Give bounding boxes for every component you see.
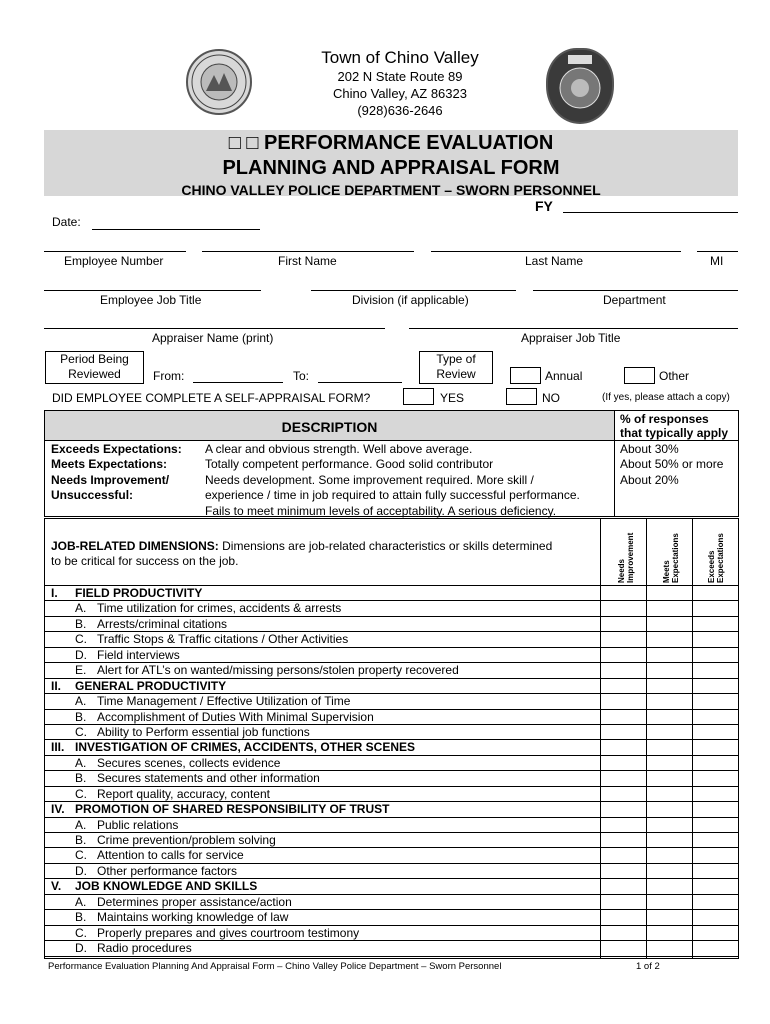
dimension-item-row	[45, 833, 738, 848]
meets-expectations-cell[interactable]	[647, 802, 692, 816]
dimension-text: Time Management / Effective Utilization of Time	[97, 694, 351, 709]
needs-improvement-cell[interactable]	[601, 787, 646, 801]
police-badge-logo	[546, 48, 614, 124]
dimension-item-row	[45, 663, 738, 678]
dimension-item-row	[45, 771, 738, 786]
employee-number-label: Employee Number	[64, 254, 164, 268]
needs-improvement-cell[interactable]	[601, 586, 646, 600]
job-title-label: Employee Job Title	[100, 293, 202, 307]
dimension-item-row	[45, 941, 738, 956]
dimension-item-row	[45, 725, 738, 740]
meets-expectations-cell[interactable]	[647, 926, 692, 940]
needs-improvement-cell[interactable]	[601, 941, 646, 955]
needs-improvement-cell[interactable]	[601, 694, 646, 708]
dimension-item-row	[45, 895, 738, 910]
type-label-line-1: Type of	[436, 352, 476, 366]
description-pct: About 30%	[620, 442, 679, 456]
first-name-field[interactable]	[202, 251, 414, 252]
dimensions-table	[44, 518, 739, 959]
no-label: NO	[542, 391, 560, 405]
description-table	[44, 410, 739, 517]
dimension-section-row	[45, 679, 738, 694]
dimension-number: C.	[75, 632, 87, 647]
checkbox-glyphs: □ □	[228, 132, 259, 154]
needs-improvement-cell[interactable]	[601, 617, 646, 631]
yes-checkbox[interactable]	[403, 388, 434, 405]
dimensions-intro-text-2: to be critical for success on the job.	[51, 554, 239, 568]
meets-expectations-cell[interactable]	[647, 833, 692, 847]
address-line-2: Chino Valley, AZ 86323	[333, 86, 467, 101]
dimension-number: D.	[75, 863, 87, 878]
dimension-text: Public relations	[97, 817, 179, 832]
exceeds-expectations-cell[interactable]	[693, 787, 738, 801]
dimension-item-row	[45, 617, 738, 632]
description-text: A clear and obvious strength. Well above average.	[205, 442, 473, 456]
town-seal-logo	[186, 49, 252, 115]
needs-improvement-cell[interactable]	[601, 895, 646, 909]
date-label: Date:	[52, 215, 81, 229]
needs-improvement-cell[interactable]	[601, 679, 646, 693]
period-label-box	[45, 351, 144, 384]
dimension-number: C.	[75, 848, 87, 863]
exceeds-expectations-cell[interactable]	[693, 586, 738, 600]
dimension-text: Secures statements and other information	[97, 771, 320, 786]
meets-expectations-cell[interactable]	[647, 632, 692, 646]
dimension-number: D.	[75, 647, 87, 662]
dimension-text: Secures scenes, collects evidence	[97, 755, 281, 770]
department-label: Department	[603, 293, 666, 307]
dimension-item-row	[45, 848, 738, 863]
exceeds-expectations-cell[interactable]	[693, 740, 738, 754]
dimension-number: I.	[51, 586, 58, 600]
exceeds-expectations-cell[interactable]	[693, 617, 738, 631]
exceeds-expectations-cell[interactable]	[693, 648, 738, 662]
exceeds-expectations-cell[interactable]	[693, 771, 738, 785]
description-text: Totally competent performance. Good solid contributor	[205, 457, 494, 472]
meets-expectations-cell[interactable]	[647, 787, 692, 801]
exceeds-expectations-cell[interactable]	[693, 895, 738, 909]
needs-improvement-cell[interactable]	[601, 710, 646, 724]
last-name-field[interactable]	[431, 251, 681, 252]
exceeds-expectations-cell[interactable]	[693, 926, 738, 940]
no-checkbox[interactable]	[506, 388, 537, 405]
needs-improvement-cell[interactable]	[601, 663, 646, 677]
meets-expectations-cell[interactable]	[647, 771, 692, 785]
dimension-item-row	[45, 756, 738, 771]
meets-expectations-cell[interactable]	[647, 648, 692, 662]
needs-improvement-cell[interactable]	[601, 879, 646, 893]
dimension-number: A.	[75, 817, 87, 832]
from-field[interactable]	[193, 382, 283, 383]
dimension-item-row	[45, 648, 738, 663]
dimension-section-row	[45, 740, 738, 755]
exceeds-expectations-cell[interactable]	[693, 663, 738, 677]
to-label: To:	[293, 369, 310, 383]
dimension-text: Attention to calls for service	[97, 848, 244, 863]
dimension-text: Traffic Stops & Traffic citations / Other Activities	[97, 632, 349, 647]
first-name-label: First Name	[278, 254, 337, 268]
dimension-number: B.	[75, 910, 87, 925]
description-term: Unsuccessful:	[51, 488, 134, 503]
meets-expectations-cell[interactable]	[647, 740, 692, 754]
from-label: From:	[153, 369, 185, 383]
exceeds-expectations-cell[interactable]	[693, 848, 738, 862]
col-header-exceeds-expectations: Exceeds Expectations	[707, 533, 725, 583]
period-label-line-2: Reviewed	[68, 367, 121, 381]
needs-improvement-cell[interactable]	[601, 725, 646, 739]
annual-label: Annual	[545, 369, 583, 383]
dimension-item-row	[45, 926, 738, 941]
period-label-line-1: Period Being	[60, 352, 129, 366]
dimension-text: Maintains working knowledge of law	[97, 910, 289, 925]
dimensions-intro-bold: JOB-RELATED DIMENSIONS:	[51, 539, 219, 553]
description-text: Needs development. Some improvement required. More skill /	[205, 472, 534, 487]
dimension-section-row	[45, 879, 738, 894]
pct-header-line-1: % of responses	[620, 412, 709, 426]
appraiser-title-label: Appraiser Job Title	[521, 331, 621, 345]
mi-label: MI	[710, 254, 724, 268]
description-pct: About 50% or more	[620, 457, 724, 472]
meets-expectations-cell[interactable]	[647, 848, 692, 862]
other-checkbox[interactable]	[624, 367, 655, 384]
meets-expectations-cell[interactable]	[647, 601, 692, 615]
dimension-number: A.	[75, 601, 87, 616]
meets-expectations-cell[interactable]	[647, 694, 692, 708]
fy-field[interactable]	[563, 212, 738, 213]
col-header-meets-expectations: Meets Expectations	[662, 533, 680, 583]
dimension-number: A.	[75, 755, 87, 770]
dimension-number: D.	[75, 941, 87, 956]
yes-label: YES	[440, 391, 465, 405]
meets-expectations-cell[interactable]	[647, 895, 692, 909]
job-title-field[interactable]	[44, 290, 261, 291]
attach-note: (If yes, please attach a copy)	[602, 392, 730, 403]
exceeds-expectations-cell[interactable]	[693, 710, 738, 724]
dimension-number: II.	[51, 678, 62, 693]
type-label-box	[419, 351, 493, 384]
description-header: DESCRIPTION	[281, 419, 378, 435]
description-text: Fails to meet minimum levels of acceptability. A serious deficiency.	[205, 503, 557, 518]
dimension-text: FIELD PRODUCTIVITY	[75, 586, 203, 600]
dimension-section-row	[45, 586, 738, 601]
form-title-line-2: PLANNING AND APPRAISAL FORM	[222, 157, 560, 179]
meets-expectations-cell[interactable]	[647, 617, 692, 631]
needs-improvement-cell[interactable]	[601, 910, 646, 924]
description-term: Exceeds Expectations:	[51, 442, 182, 456]
dimension-number: A.	[75, 694, 87, 709]
dimension-text: Other performance factors	[97, 863, 238, 878]
description-row	[45, 504, 738, 519]
needs-improvement-cell[interactable]	[601, 756, 646, 770]
description-row	[45, 473, 738, 488]
needs-improvement-cell[interactable]	[601, 740, 646, 754]
description-row	[45, 488, 738, 503]
meets-expectations-cell[interactable]	[647, 756, 692, 770]
needs-improvement-cell[interactable]	[601, 818, 646, 832]
dimension-number: C.	[75, 786, 87, 801]
dimension-text: PROMOTION OF SHARED RESPONSIBILITY OF TRUST	[75, 802, 390, 817]
dimensions-intro-text: Dimensions are job-related characteristics or skills determined	[218, 539, 553, 553]
dimension-item-row	[45, 632, 738, 647]
exceeds-expectations-cell[interactable]	[693, 941, 738, 955]
page-number: 1 of 2	[636, 961, 660, 972]
exceeds-expectations-cell[interactable]	[693, 910, 738, 924]
dimension-text: Crime prevention/problem solving	[97, 833, 276, 847]
footer-text: Performance Evaluation Planning And Appraisal Form – Chino Valley Police Department – Sworn Personnel	[48, 961, 502, 972]
dimension-number: E.	[75, 663, 87, 678]
description-term: Meets Expectations:	[51, 457, 168, 472]
dimension-text: Ability to Perform essential job functions	[97, 724, 310, 739]
exceeds-expectations-cell[interactable]	[693, 879, 738, 893]
dimension-text: Field interviews	[97, 647, 180, 662]
meets-expectations-cell[interactable]	[647, 679, 692, 693]
division-label: Division (if applicable)	[352, 293, 469, 307]
dimension-text: INVESTIGATION OF CRIMES, ACCIDENTS, OTHER SCENES	[75, 740, 416, 755]
description-row	[45, 457, 738, 472]
dimension-text: Radio procedures	[97, 941, 192, 956]
form-title-line-1: PERFORMANCE EVALUATION	[264, 132, 554, 154]
col-header-needs-improvement: Needs Improvement	[617, 532, 635, 583]
town-seal-icon	[188, 51, 250, 113]
dimension-item-row	[45, 787, 738, 802]
meets-expectations-cell[interactable]	[647, 879, 692, 893]
dimension-number: V.	[51, 879, 62, 894]
exceeds-expectations-cell[interactable]	[693, 833, 738, 847]
needs-improvement-cell[interactable]	[601, 601, 646, 615]
to-field[interactable]	[318, 382, 402, 383]
dimension-section-row	[45, 802, 738, 817]
phone-number: (928)636-2646	[357, 103, 443, 118]
type-label-line-2: Review	[436, 367, 476, 381]
meets-expectations-cell[interactable]	[647, 710, 692, 724]
needs-improvement-cell[interactable]	[601, 926, 646, 940]
dimension-number: B.	[75, 833, 87, 847]
town-name: Town of Chino Valley	[321, 48, 479, 67]
meets-expectations-cell[interactable]	[647, 818, 692, 832]
division-field[interactable]	[311, 290, 516, 291]
meets-expectations-cell[interactable]	[647, 941, 692, 955]
meets-expectations-cell[interactable]	[647, 725, 692, 739]
form-title-line-3: CHINO VALLEY POLICE DEPARTMENT – SWORN PERSONNEL	[181, 182, 601, 198]
self-appraisal-question: DID EMPLOYEE COMPLETE A SELF-APPRAISAL FORM?	[52, 391, 371, 405]
exceeds-expectations-cell[interactable]	[693, 802, 738, 816]
police-badge-icon	[548, 50, 612, 122]
meets-expectations-cell[interactable]	[647, 910, 692, 924]
needs-improvement-cell[interactable]	[601, 802, 646, 816]
meets-expectations-cell[interactable]	[647, 586, 692, 600]
exceeds-expectations-cell[interactable]	[693, 679, 738, 693]
appraiser-title-field[interactable]	[409, 328, 738, 329]
dimension-number: B.	[75, 771, 87, 786]
dimension-number: A.	[75, 894, 87, 909]
meets-expectations-cell[interactable]	[647, 663, 692, 677]
dimension-text: Time utilization for crimes, accidents & arrests	[97, 601, 342, 616]
meets-expectations-cell[interactable]	[647, 864, 692, 878]
dimension-number: IV.	[51, 802, 65, 817]
dimension-item-row	[45, 910, 738, 925]
needs-improvement-cell[interactable]	[601, 771, 646, 785]
other-label: Other	[659, 369, 690, 383]
needs-improvement-cell[interactable]	[601, 864, 646, 878]
exceeds-expectations-cell[interactable]	[693, 694, 738, 708]
employee-number-field[interactable]	[44, 251, 186, 252]
address-line-1: 202 N State Route 89	[337, 69, 463, 84]
appraiser-name-label: Appraiser Name (print)	[152, 331, 274, 345]
annual-checkbox[interactable]	[510, 367, 541, 384]
dimension-text: Report quality, accuracy, content	[97, 786, 270, 801]
description-row	[45, 442, 738, 457]
dimension-number: B.	[75, 709, 87, 724]
dimension-item-row	[45, 818, 738, 833]
date-field[interactable]	[92, 229, 260, 230]
dimension-item-row	[45, 694, 738, 709]
dimension-number: B.	[75, 616, 87, 631]
fy-label: FY	[535, 198, 553, 214]
mi-field[interactable]	[697, 251, 738, 252]
dimension-text: GENERAL PRODUCTIVITY	[75, 678, 227, 693]
dimension-text: JOB KNOWLEDGE AND SKILLS	[75, 879, 258, 894]
description-text: experience / time in job required to attain fully successful performance.	[205, 488, 580, 503]
exceeds-expectations-cell[interactable]	[693, 818, 738, 832]
dimension-number: C.	[75, 925, 87, 940]
dimension-item-row	[45, 710, 738, 725]
needs-improvement-cell[interactable]	[601, 648, 646, 662]
exceeds-expectations-cell[interactable]	[693, 632, 738, 646]
dimension-item-row	[45, 601, 738, 616]
exceeds-expectations-cell[interactable]	[693, 725, 738, 739]
dimension-text: Alert for ATL’s on wanted/missing persons/stolen property recovered	[97, 663, 459, 678]
dimension-number: C.	[75, 724, 87, 739]
dimension-number: III.	[51, 740, 65, 755]
dimension-text: Determines proper assistance/action	[97, 894, 292, 909]
dimension-text: Arrests/criminal citations	[97, 616, 228, 631]
appraiser-name-field[interactable]	[44, 328, 385, 329]
description-term: Needs Improvement/	[51, 472, 170, 487]
pct-header-line-2: that typically apply	[620, 426, 729, 440]
needs-improvement-cell[interactable]	[601, 632, 646, 646]
needs-improvement-cell[interactable]	[601, 848, 646, 862]
last-name-label: Last Name	[525, 254, 584, 268]
exceeds-expectations-cell[interactable]	[693, 756, 738, 770]
dimension-text: Accomplishment of Duties With Minimal Supervision	[97, 709, 374, 724]
department-field[interactable]	[533, 290, 738, 291]
description-pct: About 20%	[620, 472, 679, 487]
dimension-text: Properly prepares and gives courtroom testimony	[97, 925, 360, 940]
exceeds-expectations-cell[interactable]	[693, 601, 738, 615]
needs-improvement-cell[interactable]	[601, 833, 646, 847]
dimension-item-row	[45, 864, 738, 879]
exceeds-expectations-cell[interactable]	[693, 864, 738, 878]
